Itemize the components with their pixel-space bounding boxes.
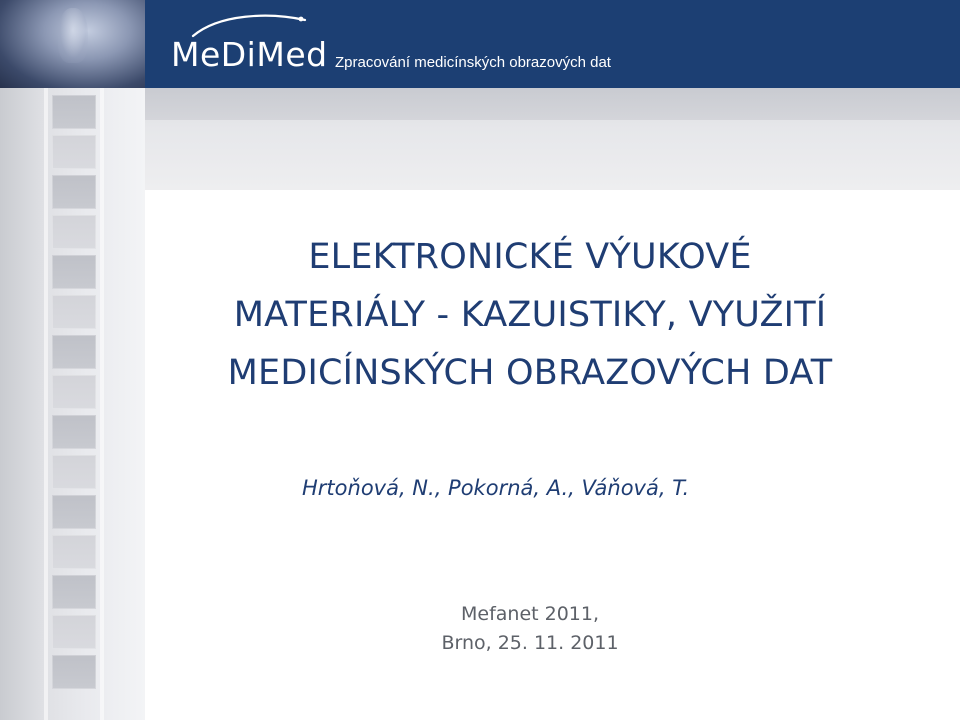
decor-square [52,335,96,369]
authors: Hrtoňová, N., Pokorná, A., Váňová, T. [302,476,690,500]
title-line: ELEKTRONICKÉ VÝUKOVÉ [308,237,752,277]
left-decorative-strip [0,0,145,720]
decor-square [52,375,96,409]
decor-square [52,575,96,609]
decor-square [52,135,96,169]
title-line: MEDICÍNSKÝCH OBRAZOVÝCH DAT [227,353,833,393]
event-date: Brno, 25. 11. 2011 [441,632,619,654]
square-column [52,95,96,695]
slide-title [160,228,900,402]
decor-square [52,415,96,449]
event-info [380,600,680,658]
event-name: Mefanet 2011, [460,603,600,625]
ct-scan-thumbnail [0,0,145,88]
header-banner [145,0,960,88]
title-line: MATERIÁLY - KAZUISTIKY, VYUŽITÍ [233,295,827,335]
header-sub-stripe [145,88,960,120]
decor-square [52,535,96,569]
decor-square [52,95,96,129]
strip-divider [100,88,104,720]
decor-square [52,175,96,209]
strip-divider [44,88,48,720]
decor-square [52,495,96,529]
decor-square [52,655,96,689]
medimed-logo: MeDiMed [171,35,328,74]
decor-square [52,215,96,249]
header-sub-band [145,88,960,190]
decor-square [52,255,96,289]
decor-square [52,455,96,489]
decor-square [52,615,96,649]
header-tagline: Zpracování medicínských obrazových dat [335,54,611,71]
decor-square [52,295,96,329]
